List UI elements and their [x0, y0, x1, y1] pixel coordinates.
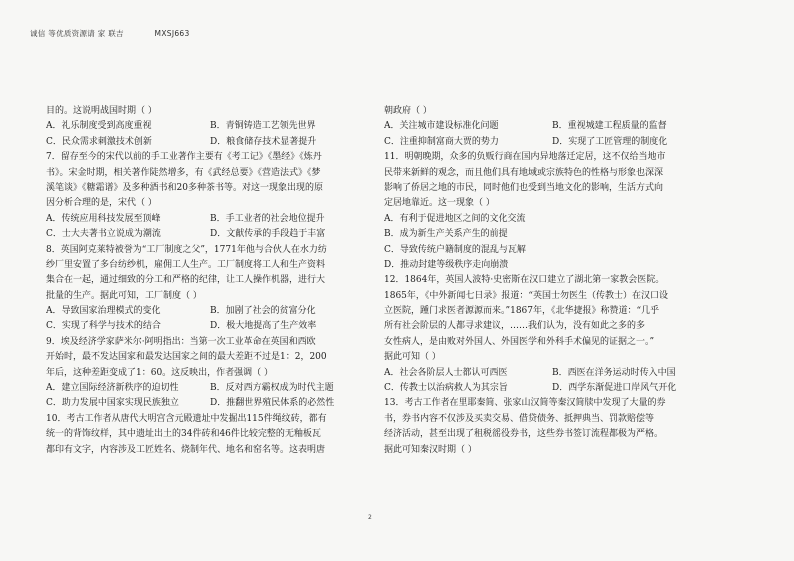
answer-option: C．传教士以治病救人为其宗旨	[384, 383, 508, 394]
answer-option: C．注重抑制富商大贾的势力	[384, 136, 499, 147]
text-line: 民带来新鲜的观念，而且他们具有地域或宗族特色的性格与形象也深深	[384, 167, 664, 178]
text-line: 所有社会阶层的人都寻求建议，……我们认为，没有如此之多的多	[384, 321, 646, 332]
text-line: 集合在一起，通过细致的分工和严格的纪律，让工人操作机器，进行大	[46, 275, 326, 286]
page-number: 2	[368, 514, 372, 521]
right-column	[384, 104, 720, 458]
text-line: D．推动封建等级秩序走向崩溃	[384, 259, 509, 270]
text-line: 因分析合理的是，宋代（ ）	[46, 198, 157, 209]
answer-option: D．粮食储存技术显著提升	[210, 136, 317, 147]
answer-option: B．青铜铸造工艺领先世界	[210, 121, 316, 132]
answer-option: A．关注城市建设标准化问题	[384, 121, 499, 132]
text-line: 溪笔谈》《糖霜谱》及多种酒书和20多种茶书等。对这一现象出现的原	[46, 182, 323, 193]
answer-option: D．西学东渐促进口岸风气开化	[552, 383, 677, 394]
answer-option: A．建立国际经济新秩序的迫切性	[46, 383, 179, 394]
text-line: 8．英国阿克莱特被誉为“工厂制度之父”，1771年他与合伙人在水力纺	[46, 244, 327, 255]
answer-option: B．手工业者的社会地位提升	[210, 213, 325, 224]
text-line: 定居地靠近。这一现象（ ）	[384, 198, 495, 209]
text-line: 都印有文字，内容涉及工匠姓名、烧制年代、地名和窑名等。这表明唐	[46, 444, 326, 455]
header-title: 诚信 等优质资源请 家 联吉	[30, 29, 124, 38]
text-line: 批量的生产。据此可知，工厂制度（ ）	[46, 290, 202, 301]
answer-option: C．士大夫著书立说成为潮流	[46, 229, 161, 240]
answer-option: D．极大地提高了生产效率	[210, 321, 317, 332]
answer-option: A．导致国家治理模式的变化	[46, 306, 161, 317]
text-line: 9．埃及经济学家萨米尔·阿明指出：当第一次工业革命在英国和西欧	[46, 336, 316, 347]
text-line: 立医院，踵门求医者源源而来。”1867年，《北华捷报》称赞道：“几乎	[384, 306, 660, 317]
text-line: 1865年，《中外新闻七日录》报道：“英国士勿医生（传教士）在汉口设	[384, 290, 669, 301]
option-row	[46, 396, 374, 411]
option-row	[46, 227, 374, 242]
answer-option: A．礼乐制度受到高度重视	[46, 121, 152, 132]
text-line: 12．1864年，英国人波特·史密斯在汉口建立了湖北第一家教会医院。	[384, 275, 665, 286]
answer-option: C．助力发展中国家实现民族独立	[46, 398, 179, 409]
text-line: 纱厂里安置了多台纺纱机，雇佣工人生产。工厂制度将工人和生产资料	[46, 259, 326, 270]
option-row	[384, 135, 720, 150]
answer-option: D．实现了工匠管理的制度化	[552, 136, 668, 147]
answer-option: B．反对西方霸权成为时代主题	[210, 383, 334, 394]
option-row	[46, 135, 374, 150]
text-line: A．有利于促进地区之间的文化交流	[384, 213, 526, 224]
text-line: 女性病人，是由败对外国人、外国医学和外科手术偏见的证据之一。”	[384, 336, 655, 347]
option-row	[384, 381, 720, 396]
text-line: 11．明朝晚期，众多的负贩行商在国内异地落迁定居，这不仅给当地市	[384, 152, 666, 163]
text-line: B．成为新生产关系产生的前提	[384, 229, 508, 240]
text-line: 7．留存至今的宋代以前的手工业著作主要有《考工记》《墨经》《炼丹	[46, 152, 322, 163]
answer-option: D．文献传承的手段趋于丰富	[210, 229, 326, 240]
text-line: 书》。宋金时期，相关著作陡然增多，有《武经总要》《营造法式》《梦	[46, 167, 321, 178]
option-row	[46, 119, 374, 134]
answer-option: D．推翻世界殖民体系的必然性	[210, 398, 335, 409]
text-line: 10．考古工作者从唐代大明宫含元殿遗址中发掘出115件绳纹砖，都有	[46, 413, 327, 424]
text-line: 影响了侨居之地的市民，同时他们也受到当地文化的影响，生活方式向	[384, 182, 664, 193]
answer-option: A．社会各阶层人士都认可西医	[384, 367, 508, 378]
answer-option: B．加剧了社会的贫富分化	[210, 306, 316, 317]
page-header	[30, 28, 190, 39]
text-line: 据此可知秦汉时期（ ）	[384, 444, 477, 455]
text-line: 13．考古工作者在里耶秦简、张家山汉简等秦汉简牍中发现了大量的券	[384, 398, 666, 409]
option-row	[384, 119, 720, 134]
answer-option: A．传统应用科技发展至顶峰	[46, 213, 161, 224]
answer-option: C．民众需求刺激技术创新	[46, 136, 152, 147]
option-row	[46, 304, 374, 319]
option-row	[46, 381, 374, 396]
text-line: 年后，这种差距变成了1：60。这反映出，作者强调（ ）	[46, 367, 274, 378]
text-line: 目的。这说明战国时期（ ）	[46, 106, 157, 116]
text-line: 书，券书内容不仅涉及买卖交易、借贷债务、抵押典当、罚款赔偿等	[384, 413, 655, 424]
text-line: 经济活动，甚至出现了租税徭役券书，这些券书签订流程都极为严格。	[384, 429, 664, 440]
text-line: 开始时，最不发达国家和最发达国家之间的最大差距不过是1：2，200	[46, 352, 327, 363]
option-row	[46, 319, 374, 334]
text-line: 朝政府（ ）	[384, 106, 432, 116]
answer-option: B．重视城建工程质量的监督	[552, 121, 667, 132]
text-line: C．导致传统户籍制度的混乱与瓦解	[384, 244, 526, 255]
option-row	[384, 366, 720, 381]
text-line: 统一的背饰纹样，其中遗址出土的34件砖和46件比较完整的无釉板瓦	[46, 429, 321, 440]
header-code: MXSJ663	[154, 29, 190, 38]
answer-option: B．西医在洋务运动时传入中国	[552, 367, 676, 378]
option-row	[46, 212, 374, 227]
text-line: 据此可知（ ）	[384, 352, 441, 363]
left-column	[46, 104, 374, 458]
answer-option: C．实现了科学与技术的结合	[46, 321, 161, 332]
